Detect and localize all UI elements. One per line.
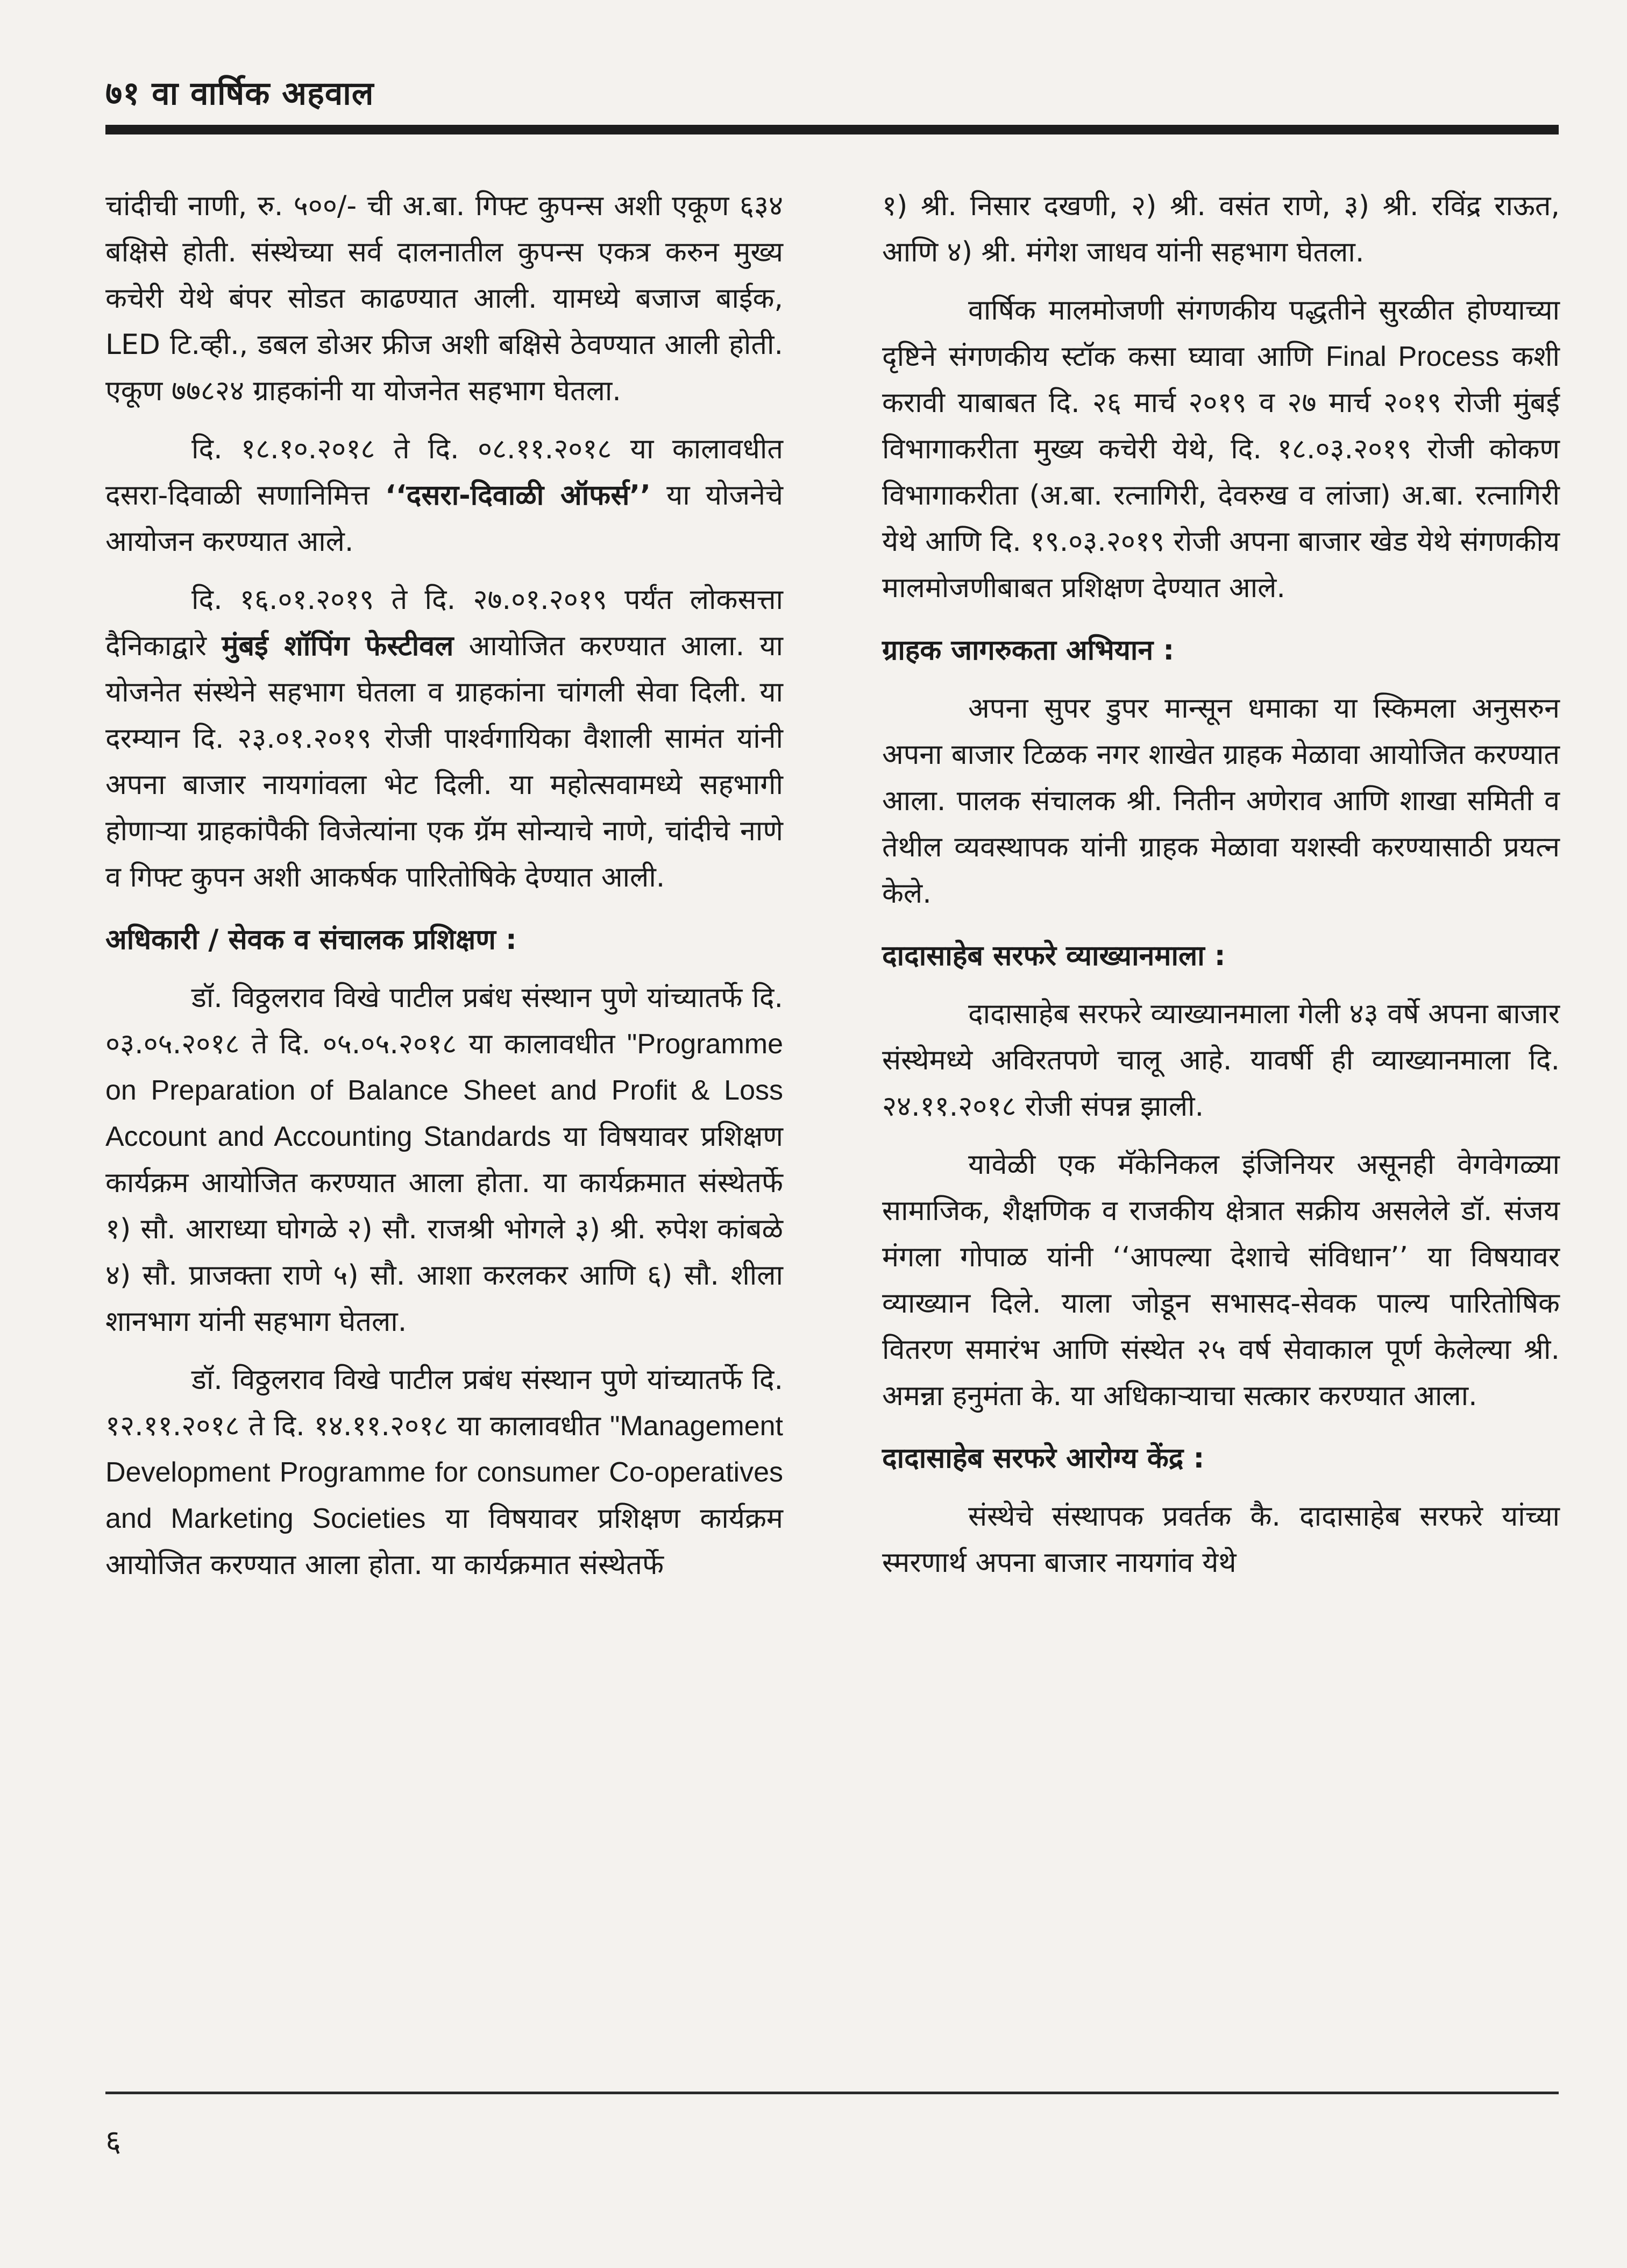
text-run: या योजनेचे आयोजन करण्यात आले. — [105, 479, 784, 558]
section-heading: दादासाहेब सरफरे व्याख्यानमाला : — [882, 940, 1226, 972]
english-text: "Programme on Preparation of Balance Sheet and Profit & Loss Account and Accounting Standards — [105, 1029, 783, 1152]
text-run: कशी करावी याबाबत दि. २६ मार्च २०१९ व २७ मार्च २०१९ रोजी मुंबई विभागाकरीता मुख्य कचेरी येथे, दि. १८.०३.२०१९ रोजी कोकण विभागाकरीता (अ.बा. रत्नागिरी, देवरुख व लांजा) अ.बा. रत्नागिरी येथे आणि दि. १९.०३.२०१९ रोजी अपना बाजार खेड येथे संगणकीय मालमोजणीबाबत प्रशिक्षण देण्यात आले. — [882, 341, 1560, 604]
report-title: ७१ वा वार्षिक अहवाल — [105, 75, 374, 112]
text-run: डॉ. विठ्ठलराव विखे पाटील प्रबंध संस्थान पुणे यांच्यातर्फे दि. १२.११.२०१८ ते दि. १४.११.२०१८ या कालावधीत — [105, 1364, 783, 1442]
paragraph: चांदीची नाणी, रु. ५००/- ची अ.बा. गिफ्ट कुपन्स अशी एकूण ६३४ बक्षिसे होती. संस्थेच्या सर्व दालनातील कुपन्स एकत्र करुन मुख्य कचेरी येथे बंपर सोडत काढण्यात आली. यामध्ये बजाज बाईक, LED टि.व्ही., डबल डोअर फ्रीज अशी बक्षिसे ठेवण्यात आली होती. एकूण ७७८२४ ग्राहकांनी या योजनेत सहभाग घेतला. — [105, 190, 783, 407]
text-run: आयोजित करण्यात आला. या योजनेत संस्थेने सहभाग घेतला व ग्राहकांना चांगली सेवा दिली. या दरम्यान दि. २३.०१.२०१९ रोजी पार्श्वगायिका वैशाली सामंत यांनी अपना बाजार नायगांवला भेट दिली. या महोत्सवामध्ये सहभागी होणाऱ्या ग्राहकांपैकी विजेत्यांना एक ग्रॅम सोन्याचे नाणे, चांदीचे नाणे व गिफ्ट कुपन अशी आकर्षक पारितोषिके देण्यात आली. — [105, 630, 784, 894]
paragraph: यावेळी एक मॅकेनिकल इंजिनियर असूनही वेगवेगळ्या सामाजिक, शैक्षणिक व राजकीय क्षेत्रात सक्रीय असलेले डॉ. संजय मंगला गोपाळ यांनी ‘‘आपल्या देशाचे संविधान’’ या विषयावर व्याख्यान दिले. याला जोडून सभासद-सेवक पाल्य पारितोषिक वितरण समारंभ आणि संस्थेत २५ वर्ष सेवाकाल पूर्ण केलेल्या श्री. अमन्ना हनुमंता के. या अधिकाऱ्याचा सत्कार करण्यात आला. — [882, 1149, 1560, 1412]
paragraph — [105, 426, 783, 565]
paragraph: संस्थेचे संस्थापक प्रवर्तक कै. दादासाहेब सरफरे यांच्या स्मरणार्थ अपना बाजार नायगांव येथे — [882, 1500, 1560, 1579]
text-run: या विषयावर प्रशिक्षण कार्यक्रम आयोजित करण्यात आला होता. या कार्यक्रमात संस्थेतर्फे — [105, 1502, 784, 1581]
page-number: ६ — [105, 2124, 122, 2159]
paragraph — [105, 577, 783, 901]
header-rule — [105, 125, 1559, 134]
english-text: "Management Development Programme for consumer Co-operatives and Marketing Societies — [105, 1411, 783, 1534]
section-heading: अधिकारी / सेवक व संचालक प्रशिक्षण : — [105, 924, 517, 956]
section-heading: ग्राहक जागरुकता अभियान : — [882, 634, 1175, 667]
paragraph: दादासाहेब सरफरे व्याख्यानमाला गेली ४३ वर्षे अपना बाजार संस्थेमध्ये अविरतपणे चालू आहे. यावर्षी ही व्याख्यानमाला दि. २४.११.२०१८ रोजी संपन्न झाली. — [882, 998, 1560, 1123]
left-column — [105, 183, 783, 1600]
bold-text: मुंबई शॉपिंग फेस्टीवल — [222, 630, 454, 662]
text-run: दि. १८.१०.२०१८ ते दि. ०८.११.२०१८ या कालावधीत दसरा-दिवाळी सणानिमित्त — [105, 433, 783, 512]
english-text: Final Process — [1326, 341, 1500, 372]
paragraph: अपना सुपर डुपर मान्सून धमाका या स्किमला अनुसरुन अपना बाजार टिळक नगर शाखेत ग्राहक मेळावा आयोजित करण्यात आला. पालक संचालक श्री. नितीन अणेराव आणि शाखा समिती व तेथील व्यवस्थापक यांनी ग्राहक मेळावा यशस्वी करण्यासाठी प्रयत्न केले. — [882, 692, 1560, 910]
bold-text: ‘‘दसरा-दिवाळी ऑफर्स’’ — [385, 479, 651, 512]
paragraph — [105, 975, 783, 1345]
text-run: वार्षिक मालमोजणी संगणकीय पद्धतीने सुरळीत होण्याच्या दृष्टिने संगणकीय स्टॉक कसा घ्यावा आणि — [882, 294, 1560, 373]
paragraph: १) श्री. निसार दखणी, २) श्री. वसंत राणे, ३) श्री. रविंद्र राऊत, आणि ४) श्री. मंगेश जाधव यांनी सहभाग घेतला. — [882, 190, 1560, 268]
text-run: दि. १६.०१.२०१९ ते दि. २७.०१.२०१९ पर्यंत लोकसत्ता दैनिकाद्वारे — [105, 584, 783, 662]
footer-rule — [105, 2092, 1559, 2094]
text-run: डॉ. विठ्ठलराव विखे पाटील प्रबंध संस्थान पुणे यांच्यातर्फे दि. ०३.०५.२०१८ ते दि. ०५.०५.२०१८ या कालावधीत — [105, 982, 783, 1060]
text-run: या विषयावर प्रशिक्षण कार्यक्रम आयोजित करण्यात आला होता. या कार्यक्रमात संस्थेतर्फे १) सौ. आराध्या घोगळे २) सौ. राजश्री भोगले ३) श्री. रुपेश कांबळे ४) सौ. प्राजक्ता राणे ५) सौ. आशा करलकर आणि ६) सौ. शीला शानभाग यांनी सहभाग घेतला. — [105, 1121, 783, 1338]
paragraph — [105, 1357, 783, 1588]
section-heading: दादासाहेब सरफरे आरोग्य केंद्र : — [882, 1442, 1205, 1475]
right-column — [882, 183, 1560, 1598]
paragraph — [882, 287, 1560, 611]
